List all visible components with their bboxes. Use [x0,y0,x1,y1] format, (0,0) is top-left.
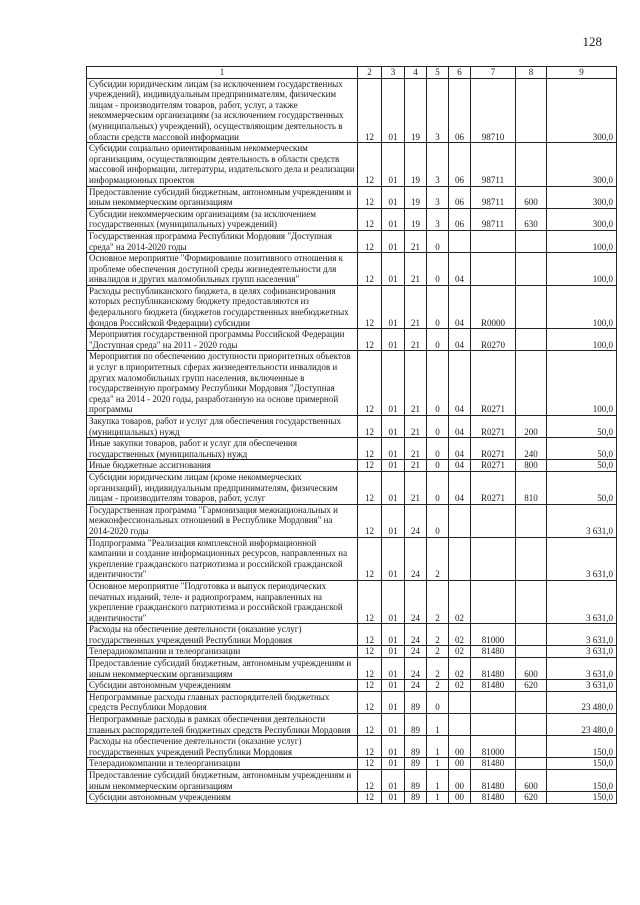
table-row [87,78,617,143]
code-target [471,230,516,252]
code-subsection: 19 [405,208,427,230]
code-ministry: 12 [358,186,382,208]
code-subprogram: 02 [449,624,471,646]
code-program: 3 [427,78,449,143]
code-subprogram: 04 [449,471,471,504]
code-section: 01 [382,416,405,438]
code-section: 01 [382,285,405,328]
code-program: 0 [427,329,449,351]
expense-name: Закупка товаров, работ и услуг для обеспечения государственных (муниципальных) нужд [87,416,358,438]
code-ministry: 12 [358,624,382,646]
amount: 300,0 [547,78,617,143]
code-target: 98711 [471,208,516,230]
expense-name: Предоставление субсидий бюджетным, автономным учреждениям и иным некоммерческим организациям [87,658,358,680]
table-row [87,736,617,758]
code-program: 3 [427,186,449,208]
amount: 300,0 [547,208,617,230]
table-row [87,230,617,252]
code-subprogram: 04 [449,329,471,351]
code-subsection: 89 [405,758,427,770]
code-expense-type: 620 [516,680,547,692]
amount: 50,0 [547,471,617,504]
code-section: 01 [382,143,405,186]
code-subprogram: 00 [449,758,471,770]
expense-name: Предоставление субсидий бюджетным, автономным учреждениям и иным некоммерческим организациям [87,186,358,208]
table-row [87,460,617,472]
code-subprogram: 04 [449,460,471,472]
code-ministry: 12 [358,351,382,416]
code-expense-type [516,646,547,658]
code-target: R0271 [471,416,516,438]
amount: 23 480,0 [547,691,617,713]
amount: 50,0 [547,416,617,438]
code-section: 01 [382,691,405,713]
code-program: 0 [427,438,449,460]
code-expense-type: 240 [516,438,547,460]
code-ministry: 12 [358,78,382,143]
code-expense-type [516,714,547,736]
code-target: R0271 [471,351,516,416]
amount: 3 631,0 [547,680,617,692]
code-expense-type [516,78,547,143]
table-row [87,285,617,328]
code-subsection: 21 [405,329,427,351]
code-target: 98711 [471,186,516,208]
code-subsection: 21 [405,351,427,416]
code-expense-type [516,351,547,416]
code-expense-type [516,285,547,328]
code-program: 1 [427,736,449,758]
code-expense-type [516,758,547,770]
code-subsection: 24 [405,624,427,646]
table-row [87,792,617,804]
expense-name: Подпрограмма "Реализация комплексной информационной кампании и создание информационных ресурсов, направленных на укрепление гражданского патриотизма и российской гражданской идентичности" [87,537,358,580]
code-section: 01 [382,792,405,804]
expense-name: Субсидии автономным учреждениям [87,792,358,804]
code-target: 81480 [471,658,516,680]
amount: 3 631,0 [547,504,617,537]
code-target: 98710 [471,78,516,143]
code-program: 2 [427,537,449,580]
expense-name: Мероприятия государственной программы Российской Федерации "Доступная среда" на 2011 - 2020 годы [87,329,358,351]
code-target [471,714,516,736]
amount: 3 631,0 [547,537,617,580]
code-target: R0000 [471,285,516,328]
amount: 23 480,0 [547,714,617,736]
code-expense-type [516,736,547,758]
expense-name: Иные бюджетные ассигнования [87,460,358,472]
code-ministry: 12 [358,208,382,230]
code-ministry: 12 [358,416,382,438]
code-expense-type [516,537,547,580]
code-target [471,580,516,623]
code-subsection: 89 [405,792,427,804]
code-program: 2 [427,680,449,692]
code-section: 01 [382,438,405,460]
code-expense-type: 600 [516,658,547,680]
code-expense-type: 630 [516,208,547,230]
column-number: 9 [547,67,617,79]
code-program: 0 [427,351,449,416]
amount: 50,0 [547,438,617,460]
code-subprogram: 04 [449,438,471,460]
amount: 150,0 [547,736,617,758]
code-ministry: 12 [358,285,382,328]
code-expense-type: 810 [516,471,547,504]
code-subprogram: 00 [449,736,471,758]
amount: 100,0 [547,230,617,252]
code-section: 01 [382,208,405,230]
code-program: 0 [427,230,449,252]
code-section: 01 [382,714,405,736]
table-row [87,658,617,680]
code-target: 81480 [471,770,516,792]
code-subprogram [449,230,471,252]
code-subsection: 89 [405,714,427,736]
code-subprogram [449,714,471,736]
code-ministry: 12 [358,714,382,736]
table-row [87,504,617,537]
expense-name: Основное мероприятие "Подготовка и выпуск периодических печатных изданий, теле- и радиопрограмм, направленных на укрепление гражданского патриотизма и российской гражданской идентичности" [87,580,358,623]
amount: 100,0 [547,329,617,351]
code-subsection: 24 [405,580,427,623]
code-target [471,253,516,286]
expense-name: Государственная программа "Гармонизация межнациональных и межконфессиональных отношений в Республике Мордовия" на 2014-2020 годы [87,504,358,537]
code-section: 01 [382,186,405,208]
code-subsection: 89 [405,770,427,792]
code-subsection: 21 [405,230,427,252]
code-ministry: 12 [358,329,382,351]
table-body [87,78,617,803]
code-program: 3 [427,143,449,186]
code-section: 01 [382,78,405,143]
amount: 3 631,0 [547,580,617,623]
expense-name: Основное мероприятие "Формирование позитивного отношения к проблеме обеспечения доступной среды жизнедеятельности для инвалидов и других маломобильных групп населения" [87,253,358,286]
code-subprogram: 06 [449,78,471,143]
code-subsection: 19 [405,186,427,208]
code-program: 2 [427,580,449,623]
code-target: 81000 [471,736,516,758]
table-row [87,680,617,692]
table-row [87,416,617,438]
code-program: 2 [427,624,449,646]
code-expense-type [516,624,547,646]
code-ministry: 12 [358,471,382,504]
code-subsection: 24 [405,537,427,580]
code-subprogram: 06 [449,208,471,230]
table-row [87,537,617,580]
code-expense-type [516,504,547,537]
expense-name: Расходы на обеспечение деятельности (оказание услуг) государственных учреждений Республики Мордовия [87,624,358,646]
amount: 150,0 [547,792,617,804]
code-ministry: 12 [358,253,382,286]
code-subprogram [449,691,471,713]
amount: 50,0 [547,460,617,472]
code-ministry: 12 [358,143,382,186]
amount: 300,0 [547,186,617,208]
code-section: 01 [382,504,405,537]
table-row [87,691,617,713]
code-target [471,504,516,537]
code-subprogram: 04 [449,416,471,438]
code-target: 81480 [471,792,516,804]
code-expense-type: 620 [516,792,547,804]
code-ministry: 12 [358,504,382,537]
expense-name: Субсидии социально ориентированным некоммерческим организациям, осуществляющим деятельность в области средств массовой информации, литературы, издательского дела и реализации информационных проектов [87,143,358,186]
amount: 100,0 [547,285,617,328]
code-subprogram: 00 [449,792,471,804]
code-section: 01 [382,580,405,623]
code-program: 0 [427,460,449,472]
code-ministry: 12 [358,230,382,252]
code-ministry: 12 [358,770,382,792]
code-target: 81480 [471,646,516,658]
code-program: 3 [427,208,449,230]
table-row [87,770,617,792]
code-target: 81000 [471,624,516,646]
code-subsection: 24 [405,504,427,537]
table-row [87,253,617,286]
code-program: 1 [427,770,449,792]
code-ministry: 12 [358,691,382,713]
expense-name: Телерадиокомпании и телеорганизации [87,646,358,658]
code-target [471,537,516,580]
column-number: 3 [382,67,405,79]
code-section: 01 [382,471,405,504]
code-subsection: 19 [405,78,427,143]
code-expense-type: 800 [516,460,547,472]
code-expense-type [516,691,547,713]
column-number: 2 [358,67,382,79]
code-subprogram: 06 [449,143,471,186]
code-subsection: 21 [405,438,427,460]
code-section: 01 [382,646,405,658]
column-number: 7 [471,67,516,79]
code-expense-type [516,230,547,252]
column-number: 8 [516,67,547,79]
code-section: 01 [382,329,405,351]
budget-table [86,66,617,804]
code-expense-type [516,329,547,351]
code-subprogram: 06 [449,186,471,208]
code-program: 0 [427,471,449,504]
table-row [87,624,617,646]
code-section: 01 [382,680,405,692]
table-row [87,580,617,623]
expense-name: Предоставление субсидий бюджетным, автономным учреждениям и иным некоммерческим организациям [87,770,358,792]
amount: 300,0 [547,143,617,186]
code-section: 01 [382,460,405,472]
expense-name: Субсидии автономным учреждениям [87,680,358,692]
code-subprogram [449,504,471,537]
amount: 3 631,0 [547,646,617,658]
code-expense-type [516,253,547,286]
code-subprogram: 02 [449,658,471,680]
code-ministry: 12 [358,580,382,623]
code-subsection: 21 [405,460,427,472]
code-target: 81480 [471,680,516,692]
code-expense-type: 600 [516,186,547,208]
code-subsection: 24 [405,658,427,680]
expense-name: Расходы республиканского бюджета, в целях софинансирования которых республиканскому бюджету предоставляются из федерального бюджета (бюджетов государственных внебюджетных фондов Российской Федерации) субсидии [87,285,358,328]
table-row [87,714,617,736]
code-ministry: 12 [358,680,382,692]
code-subsection: 89 [405,736,427,758]
code-subprogram: 00 [449,770,471,792]
code-program: 1 [427,758,449,770]
amount: 150,0 [547,770,617,792]
amount: 100,0 [547,253,617,286]
code-section: 01 [382,658,405,680]
code-section: 01 [382,253,405,286]
code-ministry: 12 [358,646,382,658]
table-row [87,646,617,658]
code-target: R0270 [471,329,516,351]
amount: 100,0 [547,351,617,416]
code-program: 1 [427,792,449,804]
table-row [87,143,617,186]
code-subsection: 21 [405,416,427,438]
code-expense-type [516,580,547,623]
expense-name: Субсидии юридическим лицам (за исключением государственных учреждений), индивидуальным предпринимателям, физическим лицам - производителям товаров, работ, услуг, а также некоммерческим организациям (за исключением государственных (муниципальных) учреждений), осуществляющим деятельность в области средств массовой информации [87,78,358,143]
code-section: 01 [382,537,405,580]
expense-name: Расходы на обеспечение деятельности (оказание услуг) государственных учреждений Республики Мордовия [87,736,358,758]
code-subprogram: 02 [449,580,471,623]
code-subsection: 21 [405,285,427,328]
code-expense-type [516,143,547,186]
code-ministry: 12 [358,537,382,580]
code-program: 1 [427,714,449,736]
column-number-row [87,67,617,79]
code-subprogram: 02 [449,646,471,658]
expense-name: Непрограммные расходы в рамках обеспечения деятельности главных распорядителей бюджетных средств Республики Мордовия [87,714,358,736]
code-section: 01 [382,624,405,646]
code-target: R0271 [471,471,516,504]
code-section: 01 [382,770,405,792]
code-expense-type: 600 [516,770,547,792]
expense-name: Мероприятия по обеспечению доступности приоритетных объектов и услуг в приоритетных сферах жизнедеятельности инвалидов и других маломобильных групп населения, включенные в государственную программу Республики Мордовия "Доступная среда" на 2014 - 2020 годы, разработанную на основе примерной программы [87,351,358,416]
code-target: 98711 [471,143,516,186]
expense-name: Государственная программа Республики Мордовия "Доступная среда" на 2014-2020 годы [87,230,358,252]
expense-name: Субсидии некоммерческим организациям (за исключением государственных (муниципальных) учреждений) [87,208,358,230]
table-row [87,471,617,504]
code-subprogram: 02 [449,680,471,692]
expense-name: Телерадиокомпании и телеорганизации [87,758,358,770]
code-expense-type: 200 [516,416,547,438]
page-number: 128 [582,34,602,49]
code-subsection: 21 [405,471,427,504]
column-number: 1 [87,67,358,79]
code-subprogram: 04 [449,351,471,416]
expense-name: Непрограммные расходы главных распорядителей бюджетных средств Республики Мордовия [87,691,358,713]
code-target [471,691,516,713]
code-ministry: 12 [358,758,382,770]
amount: 150,0 [547,758,617,770]
table-row [87,351,617,416]
table-row [87,438,617,460]
code-section: 01 [382,736,405,758]
expense-name: Иные закупки товаров, работ и услуг для обеспечения государственных (муниципальных) нужд [87,438,358,460]
table-row [87,329,617,351]
column-number: 4 [405,67,427,79]
column-number: 5 [427,67,449,79]
table-row [87,186,617,208]
code-subprogram: 04 [449,253,471,286]
code-target: R0271 [471,460,516,472]
code-ministry: 12 [358,736,382,758]
code-subsection: 24 [405,680,427,692]
code-program: 0 [427,253,449,286]
code-subsection: 19 [405,143,427,186]
code-program: 0 [427,504,449,537]
code-program: 2 [427,646,449,658]
code-section: 01 [382,230,405,252]
code-program: 0 [427,416,449,438]
expense-name: Субсидии юридическим лицам (кроме некоммерческих организаций), индивидуальным предпринимателям, физическим лицам - производителям товаров, работ, услуг [87,471,358,504]
code-target: R0271 [471,438,516,460]
table-row [87,758,617,770]
code-subsection: 21 [405,253,427,286]
code-program: 0 [427,285,449,328]
code-ministry: 12 [358,438,382,460]
table-row [87,208,617,230]
code-subsection: 89 [405,691,427,713]
code-subsection: 24 [405,646,427,658]
code-section: 01 [382,758,405,770]
amount: 3 631,0 [547,624,617,646]
code-subprogram: 04 [449,285,471,328]
code-program: 0 [427,691,449,713]
code-subprogram [449,537,471,580]
column-number: 6 [449,67,471,79]
code-ministry: 12 [358,460,382,472]
code-ministry: 12 [358,792,382,804]
code-ministry: 12 [358,658,382,680]
amount: 3 631,0 [547,658,617,680]
code-section: 01 [382,351,405,416]
code-program: 2 [427,658,449,680]
code-target: 81480 [471,758,516,770]
